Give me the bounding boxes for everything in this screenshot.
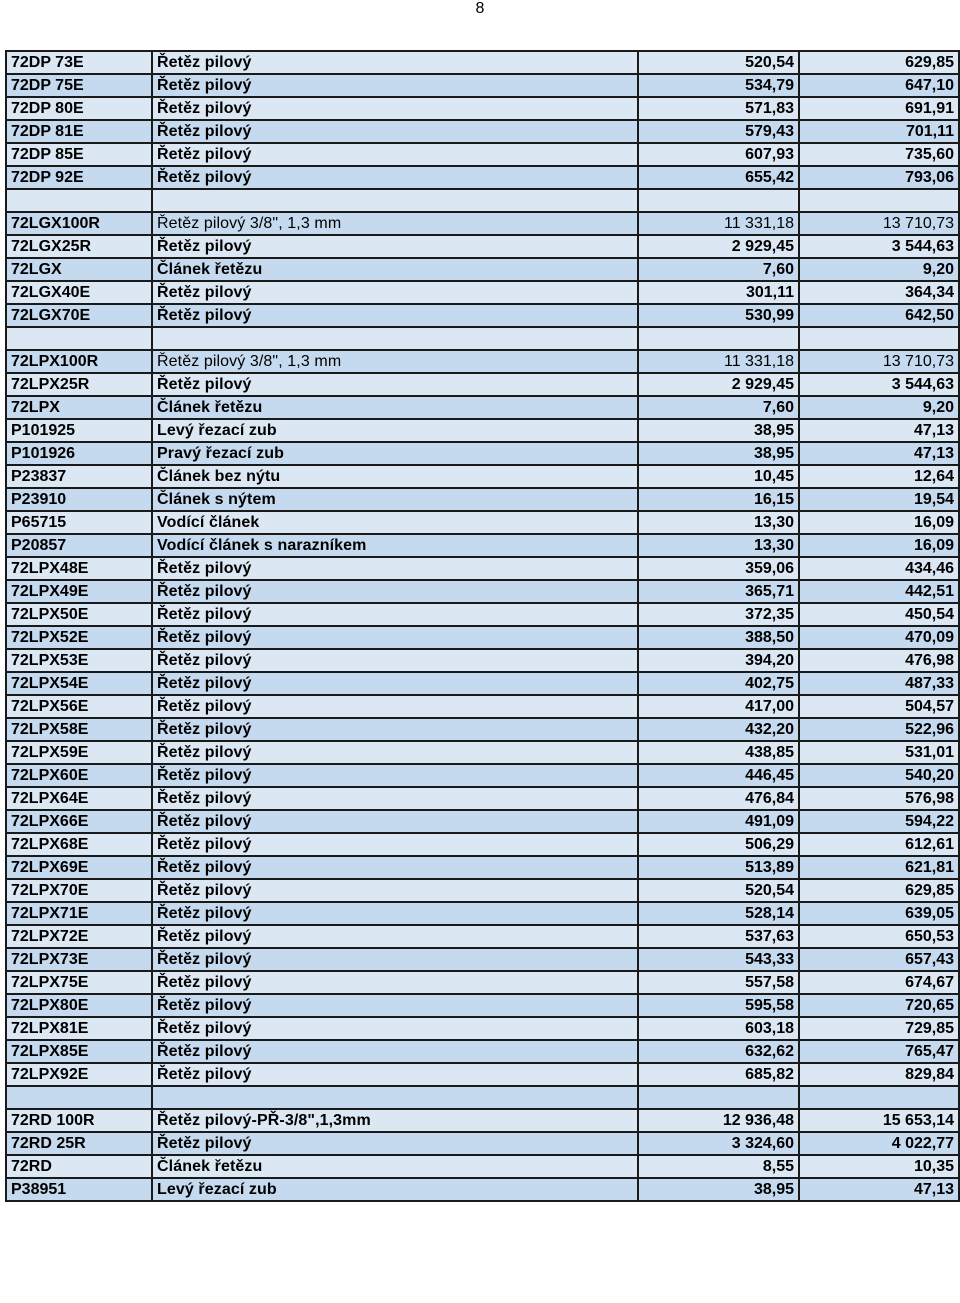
product-code-cell: 72LPX (6, 396, 152, 419)
product-code-cell: 72LPX80E (6, 994, 152, 1017)
price-incl-vat-cell: 13 710,73 (799, 212, 959, 235)
product-code-cell: 72LPX58E (6, 718, 152, 741)
price-excl-vat-cell: 632,62 (638, 1040, 799, 1063)
price-incl-vat-cell: 829,84 (799, 1063, 959, 1086)
product-code-cell: 72LPX56E (6, 695, 152, 718)
price-incl-vat-cell: 647,10 (799, 74, 959, 97)
table-row (6, 51, 959, 74)
description-cell: Článek řetězu (152, 1155, 638, 1178)
product-code-cell: 72LPX100R (6, 350, 152, 373)
table-row (6, 603, 959, 626)
table-row (6, 741, 959, 764)
table-row (6, 120, 959, 143)
product-code-cell: P20857 (6, 534, 152, 557)
product-code-cell: 72LGX40E (6, 281, 152, 304)
product-code-cell: 72LPX66E (6, 810, 152, 833)
product-code-cell: 72LPX50E (6, 603, 152, 626)
price-incl-vat-cell: 10,35 (799, 1155, 959, 1178)
price-excl-vat-cell: 520,54 (638, 879, 799, 902)
product-code-cell: 72LPX48E (6, 557, 152, 580)
table-row (6, 833, 959, 856)
description-cell: Řetěz pilový (152, 120, 638, 143)
price-incl-vat-cell: 3 544,63 (799, 373, 959, 396)
description-cell: Řetěz pilový (152, 971, 638, 994)
product-code-cell: 72DP 81E (6, 120, 152, 143)
table-row (6, 396, 959, 419)
price-incl-vat-cell: 594,22 (799, 810, 959, 833)
price-incl-vat-cell (799, 189, 959, 212)
price-incl-vat-cell: 612,61 (799, 833, 959, 856)
table-row (6, 1040, 959, 1063)
price-excl-vat-cell: 579,43 (638, 120, 799, 143)
table-row (6, 649, 959, 672)
price-incl-vat-cell: 19,54 (799, 488, 959, 511)
price-incl-vat-cell: 621,81 (799, 856, 959, 879)
price-incl-vat-cell: 364,34 (799, 281, 959, 304)
product-code-cell: 72LPX71E (6, 902, 152, 925)
price-excl-vat-cell: 12 936,48 (638, 1109, 799, 1132)
product-code-cell: 72DP 92E (6, 166, 152, 189)
description-cell (152, 1086, 638, 1109)
description-cell: Řetěz pilový (152, 166, 638, 189)
price-incl-vat-cell: 629,85 (799, 51, 959, 74)
product-code-cell: 72LGX (6, 258, 152, 281)
price-excl-vat-cell (638, 189, 799, 212)
description-cell: Vodící článek (152, 511, 638, 534)
price-excl-vat-cell: 2 929,45 (638, 373, 799, 396)
description-cell: Řetěz pilový-PŘ-3/8",1,3mm (152, 1109, 638, 1132)
description-cell: Řetěz pilový (152, 741, 638, 764)
table-row-spacer (6, 327, 959, 350)
table-row (6, 166, 959, 189)
price-excl-vat-cell: 595,58 (638, 994, 799, 1017)
price-incl-vat-cell: 691,91 (799, 97, 959, 120)
product-code-cell: 72RD 25R (6, 1132, 152, 1155)
description-cell (152, 327, 638, 350)
product-code-cell: 72LPX59E (6, 741, 152, 764)
description-cell: Řetěz pilový (152, 373, 638, 396)
price-excl-vat-cell: 530,99 (638, 304, 799, 327)
price-excl-vat-cell: 7,60 (638, 258, 799, 281)
product-code-cell: 72LPX64E (6, 787, 152, 810)
product-code-cell: P23837 (6, 465, 152, 488)
price-table-body (6, 51, 959, 1201)
price-excl-vat-cell (638, 327, 799, 350)
price-incl-vat-cell: 793,06 (799, 166, 959, 189)
description-cell: Vodící článek s narazníkem (152, 534, 638, 557)
price-excl-vat-cell: 491,09 (638, 810, 799, 833)
product-code-cell: 72LGX100R (6, 212, 152, 235)
table-row (6, 235, 959, 258)
price-excl-vat-cell: 38,95 (638, 1178, 799, 1201)
description-cell: Článek řetězu (152, 396, 638, 419)
description-cell: Řetěz pilový (152, 235, 638, 258)
table-row (6, 718, 959, 741)
product-code-cell: 72LPX85E (6, 1040, 152, 1063)
product-code-cell: 72LGX25R (6, 235, 152, 258)
product-code-cell: 72DP 75E (6, 74, 152, 97)
table-row (6, 74, 959, 97)
price-excl-vat-cell: 528,14 (638, 902, 799, 925)
price-excl-vat-cell: 402,75 (638, 672, 799, 695)
price-incl-vat-cell: 4 022,77 (799, 1132, 959, 1155)
table-row (6, 1132, 959, 1155)
product-code-cell: P38951 (6, 1178, 152, 1201)
price-excl-vat-cell: 10,45 (638, 465, 799, 488)
price-excl-vat-cell: 534,79 (638, 74, 799, 97)
product-code-cell: 72LPX70E (6, 879, 152, 902)
price-incl-vat-cell: 729,85 (799, 1017, 959, 1040)
price-excl-vat-cell: 520,54 (638, 51, 799, 74)
price-excl-vat-cell: 506,29 (638, 833, 799, 856)
product-code-cell: 72LPX60E (6, 764, 152, 787)
table-row (6, 1063, 959, 1086)
price-excl-vat-cell: 301,11 (638, 281, 799, 304)
table-row (6, 580, 959, 603)
description-cell: Řetěz pilový (152, 948, 638, 971)
price-incl-vat-cell: 12,64 (799, 465, 959, 488)
price-incl-vat-cell: 16,09 (799, 534, 959, 557)
price-excl-vat-cell: 16,15 (638, 488, 799, 511)
description-cell: Řetěz pilový 3/8", 1,3 mm (152, 350, 638, 373)
description-cell: Pravý řezací zub (152, 442, 638, 465)
price-incl-vat-cell: 47,13 (799, 442, 959, 465)
product-code-cell (6, 327, 152, 350)
price-incl-vat-cell: 9,20 (799, 396, 959, 419)
price-excl-vat-cell: 2 929,45 (638, 235, 799, 258)
product-code-cell: 72LPX92E (6, 1063, 152, 1086)
table-row (6, 258, 959, 281)
description-cell: Levý řezací zub (152, 1178, 638, 1201)
description-cell: Řetěz pilový (152, 97, 638, 120)
table-row (6, 304, 959, 327)
product-code-cell: 72LPX68E (6, 833, 152, 856)
price-incl-vat-cell: 450,54 (799, 603, 959, 626)
price-excl-vat-cell: 365,71 (638, 580, 799, 603)
price-incl-vat-cell: 3 544,63 (799, 235, 959, 258)
price-incl-vat-cell: 487,33 (799, 672, 959, 695)
description-cell: Řetěz pilový (152, 925, 638, 948)
product-code-cell: 72LPX52E (6, 626, 152, 649)
description-cell: Článek řetězu (152, 258, 638, 281)
price-excl-vat-cell: 13,30 (638, 511, 799, 534)
price-excl-vat-cell (638, 1086, 799, 1109)
price-incl-vat-cell: 504,57 (799, 695, 959, 718)
product-code-cell: P65715 (6, 511, 152, 534)
table-row (6, 1178, 959, 1201)
price-incl-vat-cell: 15 653,14 (799, 1109, 959, 1132)
price-incl-vat-cell: 434,46 (799, 557, 959, 580)
product-code-cell: 72LPX73E (6, 948, 152, 971)
description-cell: Řetěz pilový (152, 695, 638, 718)
price-incl-vat-cell: 576,98 (799, 787, 959, 810)
product-code-cell: 72LPX25R (6, 373, 152, 396)
price-incl-vat-cell: 642,50 (799, 304, 959, 327)
price-incl-vat-cell: 522,96 (799, 718, 959, 741)
product-code-cell: 72DP 85E (6, 143, 152, 166)
product-code-cell: P101925 (6, 419, 152, 442)
price-incl-vat-cell: 16,09 (799, 511, 959, 534)
description-cell: Řetěz pilový (152, 718, 638, 741)
table-row (6, 212, 959, 235)
description-cell: Řetěz pilový (152, 879, 638, 902)
description-cell: Řetěz pilový (152, 902, 638, 925)
product-code-cell: 72DP 80E (6, 97, 152, 120)
description-cell: Řetěz pilový (152, 649, 638, 672)
price-excl-vat-cell: 394,20 (638, 649, 799, 672)
price-excl-vat-cell: 8,55 (638, 1155, 799, 1178)
price-incl-vat-cell: 476,98 (799, 649, 959, 672)
price-excl-vat-cell: 513,89 (638, 856, 799, 879)
table-row (6, 994, 959, 1017)
product-code-cell: 72LPX75E (6, 971, 152, 994)
table-row (6, 902, 959, 925)
description-cell: Řetěz pilový (152, 603, 638, 626)
description-cell: Řetěz pilový (152, 1063, 638, 1086)
table-row (6, 511, 959, 534)
price-excl-vat-cell: 11 331,18 (638, 212, 799, 235)
description-cell: Článek s nýtem (152, 488, 638, 511)
price-excl-vat-cell: 557,58 (638, 971, 799, 994)
product-code-cell (6, 1086, 152, 1109)
description-cell: Řetěz pilový (152, 994, 638, 1017)
product-code-cell: 72LGX70E (6, 304, 152, 327)
product-code-cell: P23910 (6, 488, 152, 511)
price-excl-vat-cell: 438,85 (638, 741, 799, 764)
table-row-spacer (6, 189, 959, 212)
table-row (6, 1155, 959, 1178)
price-excl-vat-cell: 7,60 (638, 396, 799, 419)
description-cell: Řetěz pilový (152, 143, 638, 166)
page-number: 8 (475, 0, 485, 17)
description-cell: Řetěz pilový (152, 626, 638, 649)
product-code-cell: 72RD (6, 1155, 152, 1178)
price-excl-vat-cell: 603,18 (638, 1017, 799, 1040)
product-code-cell: 72DP 73E (6, 51, 152, 74)
product-code-cell: 72LPX54E (6, 672, 152, 695)
description-cell: Řetěz pilový 3/8", 1,3 mm (152, 212, 638, 235)
price-incl-vat-cell: 650,53 (799, 925, 959, 948)
price-excl-vat-cell: 417,00 (638, 695, 799, 718)
price-incl-vat-cell: 629,85 (799, 879, 959, 902)
description-cell: Řetěz pilový (152, 672, 638, 695)
price-incl-vat-cell: 701,11 (799, 120, 959, 143)
description-cell: Řetěz pilový (152, 1132, 638, 1155)
price-excl-vat-cell: 476,84 (638, 787, 799, 810)
price-excl-vat-cell: 685,82 (638, 1063, 799, 1086)
table-row (6, 97, 959, 120)
table-row (6, 465, 959, 488)
description-cell: Řetěz pilový (152, 1040, 638, 1063)
price-incl-vat-cell (799, 1086, 959, 1109)
product-code-cell: 72LPX81E (6, 1017, 152, 1040)
description-cell: Řetěz pilový (152, 787, 638, 810)
price-excl-vat-cell: 432,20 (638, 718, 799, 741)
price-excl-vat-cell: 571,83 (638, 97, 799, 120)
price-incl-vat-cell: 540,20 (799, 764, 959, 787)
product-code-cell: 72RD 100R (6, 1109, 152, 1132)
table-row (6, 534, 959, 557)
table-row (6, 695, 959, 718)
table-row (6, 350, 959, 373)
product-code-cell: 72LPX72E (6, 925, 152, 948)
product-code-cell: 72LPX69E (6, 856, 152, 879)
table-row (6, 281, 959, 304)
price-incl-vat-cell: 531,01 (799, 741, 959, 764)
table-row (6, 764, 959, 787)
table-row (6, 143, 959, 166)
price-incl-vat-cell: 765,47 (799, 1040, 959, 1063)
description-cell: Řetěz pilový (152, 281, 638, 304)
table-row (6, 787, 959, 810)
description-cell (152, 189, 638, 212)
description-cell: Levý řezací zub (152, 419, 638, 442)
table-row (6, 1017, 959, 1040)
table-row (6, 672, 959, 695)
description-cell: Řetěz pilový (152, 51, 638, 74)
description-cell: Řetěz pilový (152, 1017, 638, 1040)
product-code-cell: 72LPX53E (6, 649, 152, 672)
description-cell: Řetěz pilový (152, 74, 638, 97)
description-cell: Řetěz pilový (152, 557, 638, 580)
table-row (6, 856, 959, 879)
price-excl-vat-cell: 446,45 (638, 764, 799, 787)
table-row (6, 557, 959, 580)
table-row (6, 373, 959, 396)
price-incl-vat-cell: 639,05 (799, 902, 959, 925)
table-row (6, 879, 959, 902)
table-row (6, 626, 959, 649)
table-row (6, 1109, 959, 1132)
price-incl-vat-cell: 442,51 (799, 580, 959, 603)
description-cell: Řetěz pilový (152, 764, 638, 787)
description-cell: Řetěz pilový (152, 856, 638, 879)
description-cell: Článek bez nýtu (152, 465, 638, 488)
price-incl-vat-cell: 674,67 (799, 971, 959, 994)
price-incl-vat-cell: 9,20 (799, 258, 959, 281)
product-code-cell: P101926 (6, 442, 152, 465)
price-incl-vat-cell: 47,13 (799, 1178, 959, 1201)
price-incl-vat-cell (799, 327, 959, 350)
product-code-cell (6, 189, 152, 212)
table-row-spacer (6, 1086, 959, 1109)
price-excl-vat-cell: 11 331,18 (638, 350, 799, 373)
table-row (6, 948, 959, 971)
price-excl-vat-cell: 3 324,60 (638, 1132, 799, 1155)
description-cell: Řetěz pilový (152, 304, 638, 327)
price-excl-vat-cell: 388,50 (638, 626, 799, 649)
table-row (6, 925, 959, 948)
table-row (6, 971, 959, 994)
price-excl-vat-cell: 38,95 (638, 419, 799, 442)
price-incl-vat-cell: 470,09 (799, 626, 959, 649)
table-row (6, 442, 959, 465)
price-incl-vat-cell: 13 710,73 (799, 350, 959, 373)
price-excl-vat-cell: 537,63 (638, 925, 799, 948)
price-incl-vat-cell: 720,65 (799, 994, 959, 1017)
table-row (6, 488, 959, 511)
price-excl-vat-cell: 38,95 (638, 442, 799, 465)
price-excl-vat-cell: 359,06 (638, 557, 799, 580)
description-cell: Řetěz pilový (152, 833, 638, 856)
price-excl-vat-cell: 655,42 (638, 166, 799, 189)
price-excl-vat-cell: 372,35 (638, 603, 799, 626)
price-excl-vat-cell: 13,30 (638, 534, 799, 557)
description-cell: Řetěz pilový (152, 810, 638, 833)
table-row (6, 810, 959, 833)
price-table (5, 50, 960, 1202)
price-incl-vat-cell: 657,43 (799, 948, 959, 971)
description-cell: Řetěz pilový (152, 580, 638, 603)
price-incl-vat-cell: 47,13 (799, 419, 959, 442)
product-code-cell: 72LPX49E (6, 580, 152, 603)
table-row (6, 419, 959, 442)
price-excl-vat-cell: 607,93 (638, 143, 799, 166)
price-excl-vat-cell: 543,33 (638, 948, 799, 971)
price-incl-vat-cell: 735,60 (799, 143, 959, 166)
